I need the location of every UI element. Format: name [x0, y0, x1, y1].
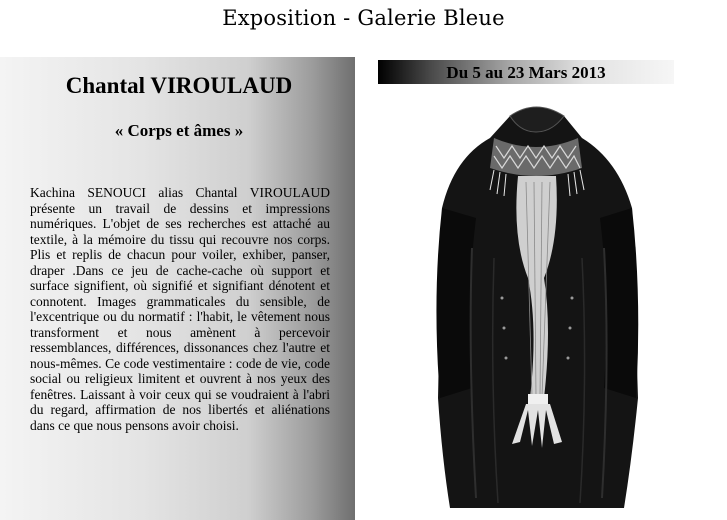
exhibition-dates: Du 5 au 23 Mars 2013 [446, 63, 606, 82]
date-banner [378, 60, 674, 84]
artist-name: Chantal VIROULAUD [65, 73, 293, 98]
page-title: Exposition - Galerie Bleue [222, 6, 505, 30]
exhibition-title: « Corps et âmes » [114, 121, 244, 140]
artist-info-panel [0, 57, 355, 520]
garment-artwork-image [432, 98, 642, 518]
artist-description: Kachina SENOUCI alias Chantal VIROULAUD présente un travail de dessins et impressions numériques. L'objet de ses recherches est attaché au textile, à la mémoire du tissu qui recouvre nos corps. Plis et replis de chacun pour voiler, exhiber, panser, draper .Dans ce jeu de cache-cache où support et surface signifient, où signifié et signifiant dénotent et connotent. Images grammaticales du sensible, de l'excentrique ou du normatif : l'habit, le vêtement nous transforment et nous amènent à percevoir ressemblances, différences, dissonances chez l'autre et nous-mêmes. Ce code vestimentaire : code de vie, code social ou religieux limitent et ouvrent à nos yeux des fenêtres. Laissant à voir ceux qui se voudraient à l'abri du regard, affirmation de nos libertés et aliénations dans ce que nous pensons avoir choisi. [30, 185, 330, 433]
